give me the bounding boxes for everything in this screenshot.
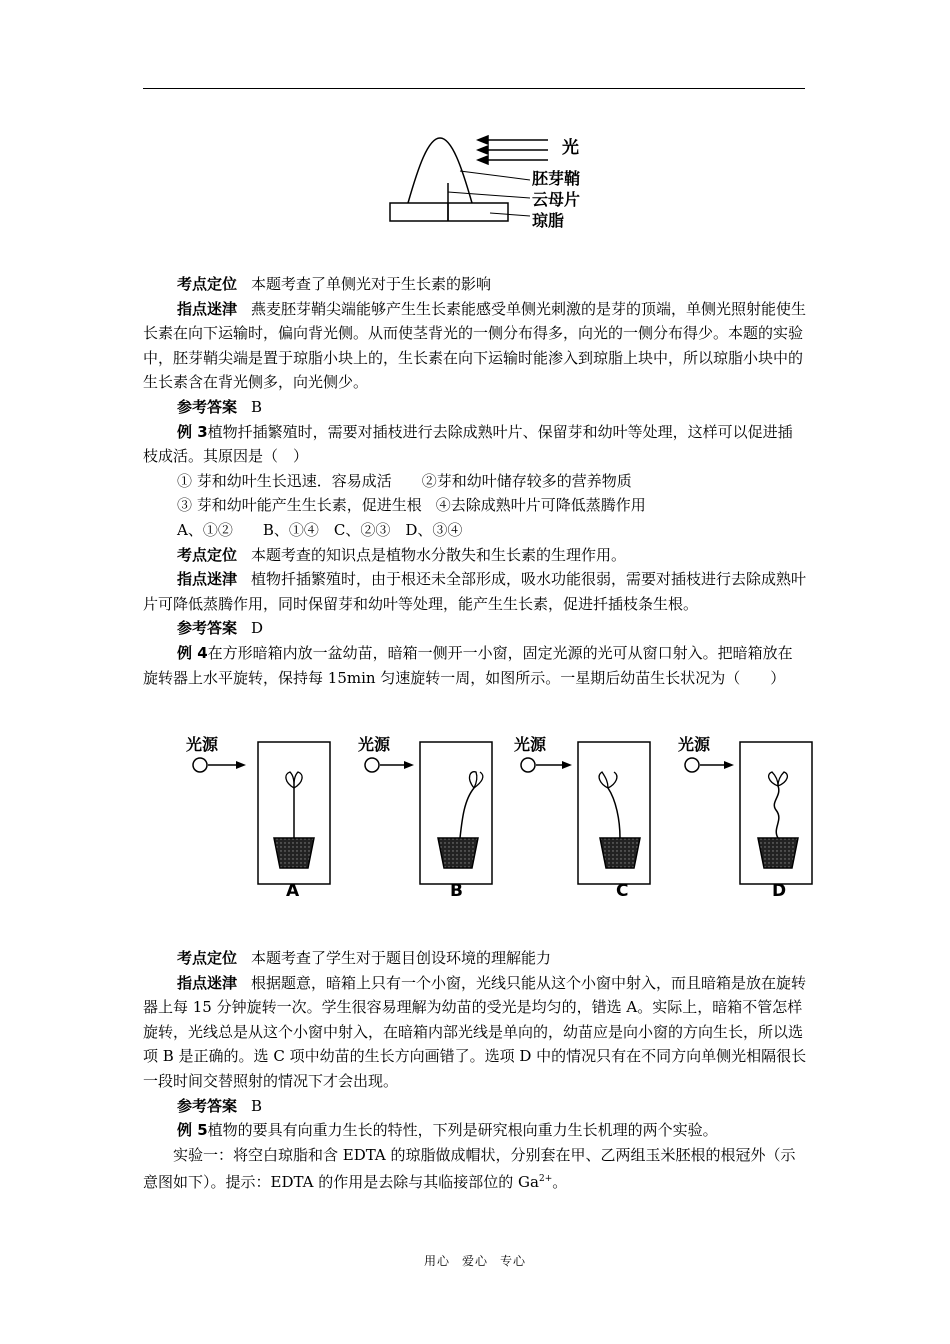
ex3-opt4: ④去除成熟叶片可降低蒸腾作用 bbox=[435, 496, 646, 515]
ex3-kd-label: 考点定位 bbox=[177, 545, 238, 564]
ex4-label: 例 4 bbox=[177, 643, 208, 662]
ex2-ans-label: 参考答案 bbox=[177, 397, 238, 416]
ex5-exp1-sup: 2+ bbox=[538, 1174, 553, 1185]
ex5-exp1-text: 实验一：将空白琼脂和含 EDTA 的琼脂做成帽状，分别套在甲、乙两组玉米胚根的根冠外（示意图如下）。提示：EDTA 的作用是去除与其临接部位的 Ga bbox=[143, 1145, 796, 1192]
light-source-label-d: 光源 bbox=[678, 735, 711, 754]
ex3-opt2: ②芽和幼叶储存较多的营养物质 bbox=[421, 471, 632, 490]
coleoptile-diagram bbox=[380, 128, 610, 238]
pot-c bbox=[600, 838, 640, 868]
option-label-b: B bbox=[450, 881, 463, 900]
label-coleoptile: 胚芽鞘 bbox=[532, 169, 581, 188]
ex5-label: 例 5 bbox=[177, 1121, 208, 1140]
ex3-question bbox=[143, 420, 807, 469]
option-b-group bbox=[358, 735, 492, 900]
ex4-question-text: 在方形暗箱内放一盆幼苗，暗箱一侧开一小窗，固定光源的光可从窗口射入。把暗箱放在旋转器上水平旋转，保持每 15min 匀速旋转一周，如图所示。一星期后幼苗生长状况为（ ） bbox=[143, 643, 793, 687]
ex4-ans-text: B bbox=[251, 1096, 263, 1115]
light-source-label-c: 光源 bbox=[514, 735, 547, 754]
seedling-boxes-diagram bbox=[180, 730, 840, 900]
ex2-ans-text: B bbox=[251, 397, 263, 416]
footer-word-1: 用心 bbox=[423, 1254, 450, 1268]
pot-d bbox=[758, 838, 798, 868]
ex3-zd bbox=[143, 567, 807, 616]
label-light: 光 bbox=[562, 138, 579, 158]
ex3-kd bbox=[143, 543, 807, 568]
pot-b bbox=[438, 838, 478, 868]
ex5-exp1-end: 。 bbox=[552, 1173, 568, 1192]
footer-word-2: 爱心 bbox=[461, 1254, 488, 1268]
label-agar: 琼脂 bbox=[532, 211, 565, 230]
ex3-ans-text: D bbox=[251, 619, 264, 638]
option-a-group bbox=[186, 735, 330, 900]
ex3-choices: A、①② B、①④ C、②③ D、③④ bbox=[177, 520, 463, 539]
ex2-kd bbox=[143, 272, 807, 297]
ex3-options-row2 bbox=[143, 493, 807, 518]
ex3-ans bbox=[143, 616, 807, 641]
ex4-kd-text: 本题考查了学生对于题目创设环境的理解能力 bbox=[251, 949, 552, 967]
ex2-kd-label: 考点定位 bbox=[177, 275, 238, 293]
ex3-zd-text: 植物扦插繁殖时，由于根还未全部形成，吸水功能很弱，需要对插枝进行去除成熟叶片可降低蒸腾作用，同时保留芽和幼叶等处理，能产生生长素，促进扦插枝条生根。 bbox=[143, 570, 807, 613]
ex4-kd-label: 考点定位 bbox=[177, 949, 238, 967]
ex2-zd-text: 燕麦胚芽鞘尖端能够产生生长素能感受单侧光刺激的是芽的顶端，单侧光照射能使生长素在向下运输时，偏向背光侧。从而使茎背光的一侧分布得多，向光的一侧分布得少。本题的实验中，胚芽鞘尖端是置于琼脂小块上的，生长素在向下运输时能渗入到琼脂上块中，所以琼脂小块中的生长素含在背光侧多，向光侧少。 bbox=[143, 299, 807, 392]
ex4-ans-label: 参考答案 bbox=[177, 1096, 238, 1115]
ex4-ans bbox=[143, 1094, 807, 1119]
ex2-kd-text: 本题考查了单侧光对于生长素的影响 bbox=[251, 275, 492, 293]
ex4-kd bbox=[143, 946, 807, 971]
ex2-zd bbox=[143, 297, 807, 395]
ex3-ans-label: 参考答案 bbox=[177, 619, 238, 638]
label-mica: 云母片 bbox=[532, 190, 581, 209]
page-footer bbox=[0, 1252, 950, 1269]
content-block-1 bbox=[143, 272, 807, 690]
ex4-zd-label: 指点迷津 bbox=[177, 973, 238, 992]
ex4-zd bbox=[143, 971, 807, 1094]
ex3-opt1: ① 芽和幼叶生长迅速．容易成活 bbox=[177, 471, 392, 490]
ex2-zd-label: 指点迷津 bbox=[177, 299, 238, 318]
ex4-zd-text: 根据题意，暗箱上只有一个小窗，光线只能从这个小窗中射入，而且暗箱是放在旋转器上每 15 分钟旋转一次。学生很容易理解为幼苗的受光是均匀的，错选 A。实际上，暗箱不管怎样旋转，光线总是从这个小窗中射入，在暗箱内部光线是单向的，幼苗应是向小窗的方向生长，所以选项 B 是正确的。选 C 项中幼苗的生长方向画错了。选项 D 中的情况只有在不同方向单侧光相隔很长一段时间交替照射的情况下才会出现。 bbox=[143, 973, 807, 1090]
ex3-opt3: ③ 芽和幼叶能产生生长素，促进生根 bbox=[177, 496, 422, 515]
option-label-a: A bbox=[286, 881, 300, 900]
option-c-group bbox=[514, 735, 650, 900]
light-source-icon-d bbox=[685, 758, 699, 772]
ex3-question-text: 植物扦插繁殖时，需要对插枝进行去除成熟叶片、保留芽和幼叶等处理，这样可以促进插枝成活。其原因是（ ） bbox=[143, 422, 793, 466]
ex3-options-row1 bbox=[143, 469, 807, 494]
option-label-c: C bbox=[616, 881, 629, 900]
content-block-2 bbox=[143, 946, 807, 1195]
light-source-icon-c bbox=[521, 758, 535, 772]
ex5-question-text: 植物的要具有向重力生长的特性，下列是研究根向重力生长机理的两个实验。 bbox=[207, 1121, 718, 1140]
light-arrows bbox=[478, 136, 548, 164]
ex2-ans bbox=[143, 395, 807, 420]
option-d-group bbox=[678, 735, 812, 900]
ex5-exp1 bbox=[143, 1143, 807, 1195]
option-label-d: D bbox=[772, 881, 787, 900]
footer-word-3: 专心 bbox=[500, 1254, 527, 1268]
ex4-question bbox=[143, 641, 807, 690]
light-source-icon-a bbox=[193, 758, 207, 772]
ex3-kd-text: 本题考查的知识点是植物水分散失和生长素的生理作用。 bbox=[251, 545, 627, 564]
light-source-label-b: 光源 bbox=[358, 735, 391, 754]
light-source-icon-b bbox=[365, 758, 379, 772]
light-source-label-a: 光源 bbox=[186, 735, 219, 754]
ex3-zd-label: 指点迷津 bbox=[177, 570, 238, 589]
ex3-label: 例 3 bbox=[177, 422, 208, 441]
header-rule bbox=[143, 88, 805, 89]
agar-block bbox=[390, 203, 508, 221]
pot-a bbox=[274, 838, 314, 868]
ex5-question bbox=[143, 1118, 807, 1143]
